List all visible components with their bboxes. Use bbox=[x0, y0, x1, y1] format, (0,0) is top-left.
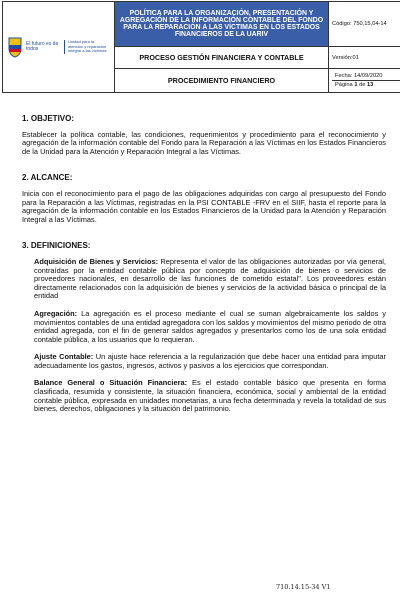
definition-text: Es el estado contable básico que presenta en forma clasificada, resumida y consistente, la situación financiera, económica, social y ambiental de la entidad contable pública, expresada en unidades monetarias, a una fecha determinada y revela la totalidad de sus bienes, derechos, obligaciones y la situación del patrimonio. bbox=[34, 378, 386, 414]
footer-code: 710.14.15-34 V1 bbox=[276, 583, 331, 591]
definition-term: Adquisición de Bienes y Servicios: bbox=[34, 256, 159, 266]
logo bbox=[3, 2, 114, 92]
definition-text: Representa el valor de las obligaciones autorizadas por vía general, contraídas por la entidad contable pública por concepto de adquisición de bienes o servicios de proveedores nacionales, en desarrollo de las funciones de cometido estatal". Los proveedores están directamente relacionados con la adquisición de bienes y servicios de la actividad básica o principal de la entidad bbox=[34, 256, 386, 301]
section-objetivo-title: 1. OBJETIVO: bbox=[22, 114, 75, 123]
page-indicator bbox=[332, 81, 400, 89]
definition-term: Balance General o Situación Financiera: bbox=[34, 378, 188, 388]
page-of: de bbox=[359, 82, 366, 88]
page-total: 13 bbox=[367, 82, 374, 88]
document-title: POLÍTICA PARA LA ORGANIZACIÓN, PRESENTACIÓN Y AGREGACIÓN DE LA INFORMACIÓN CONTABLE DEL FONDO PARA LA REPARACIÓN A LAS VÍCTIMAS EN LOS ESTADOS FINANCIEROS DE LA UARIV bbox=[115, 2, 329, 47]
section-alcance-text: Inicia con el reconocimiento para el pago de las obligaciones adquiridas con cargo al presupuesto del Fondo para la Reparación a las Víctimas, registradas en la PSI CONTABLE -FRV en el SIIF, hasta el reporte para la agregación de la información contable en los Estados Financieros de la Unidad para la Atención y Reparación Integral a las Víctimas. bbox=[22, 188, 386, 224]
section-definiciones-title: 3. DEFINICIONES: bbox=[22, 241, 91, 251]
section-objetivo-text: Establecer la política contable, las condiciones, requerimientos y procedimiento para el reconocimiento y agregación de la información contable del Fondo para la Reparación a las Víctimas en los Estados Financieros de la Unidad para la Atención y Reparación Integral a las Víctimas. bbox=[22, 129, 386, 156]
definition-item bbox=[34, 258, 386, 301]
definition-term: Agregación: bbox=[34, 308, 78, 318]
document-code: Código: 750,15,04-14 bbox=[329, 2, 400, 47]
definition-text: Un ajuste hace referencia a la regularización que debe hacer una entidad para imputar adecuadamente los gastos, ingresos, activos y pasivos a los ejercicios que correspondan. bbox=[34, 352, 386, 370]
document-date: Fecha: 14/09/2020 bbox=[332, 72, 400, 81]
logo-text-b: Unidad para la atención y reparación integral a las víctimas bbox=[64, 40, 110, 54]
logo-cell bbox=[3, 2, 115, 93]
document-body bbox=[22, 115, 386, 423]
logo-text-a: El futuro es de todos bbox=[26, 40, 59, 52]
procedure-name: PROCEDIMIENTO FINANCIERO bbox=[115, 69, 329, 93]
section-alcance-title: 2. ALCANCE: bbox=[22, 173, 73, 183]
document-version: Versión:01 bbox=[329, 47, 400, 69]
page-label: Página bbox=[335, 82, 353, 88]
colombia-shield-icon bbox=[7, 36, 23, 58]
definition-item bbox=[34, 379, 386, 413]
page-number: 1 bbox=[354, 82, 358, 88]
document-header bbox=[2, 1, 400, 93]
definition-text: La agregación es el proceso mediante el cual se suman algebraicamente los saldos y movimientos contables de una entidad agregadora con los saldos y movimientos del mismo periodo de otra entidad agregada, con el fin de generar saldos agregados y presentarlos como los de una sola entidad contable pública, a los usuarios que lo requieran. bbox=[34, 308, 386, 344]
definition-item bbox=[34, 353, 386, 370]
date-page-cell bbox=[329, 69, 400, 93]
definition-item bbox=[34, 310, 386, 344]
definition-term: Ajuste Contable: bbox=[34, 352, 94, 362]
process-name: PROCESO GESTIÓN FINANCIERA Y CONTABLE bbox=[115, 47, 329, 69]
